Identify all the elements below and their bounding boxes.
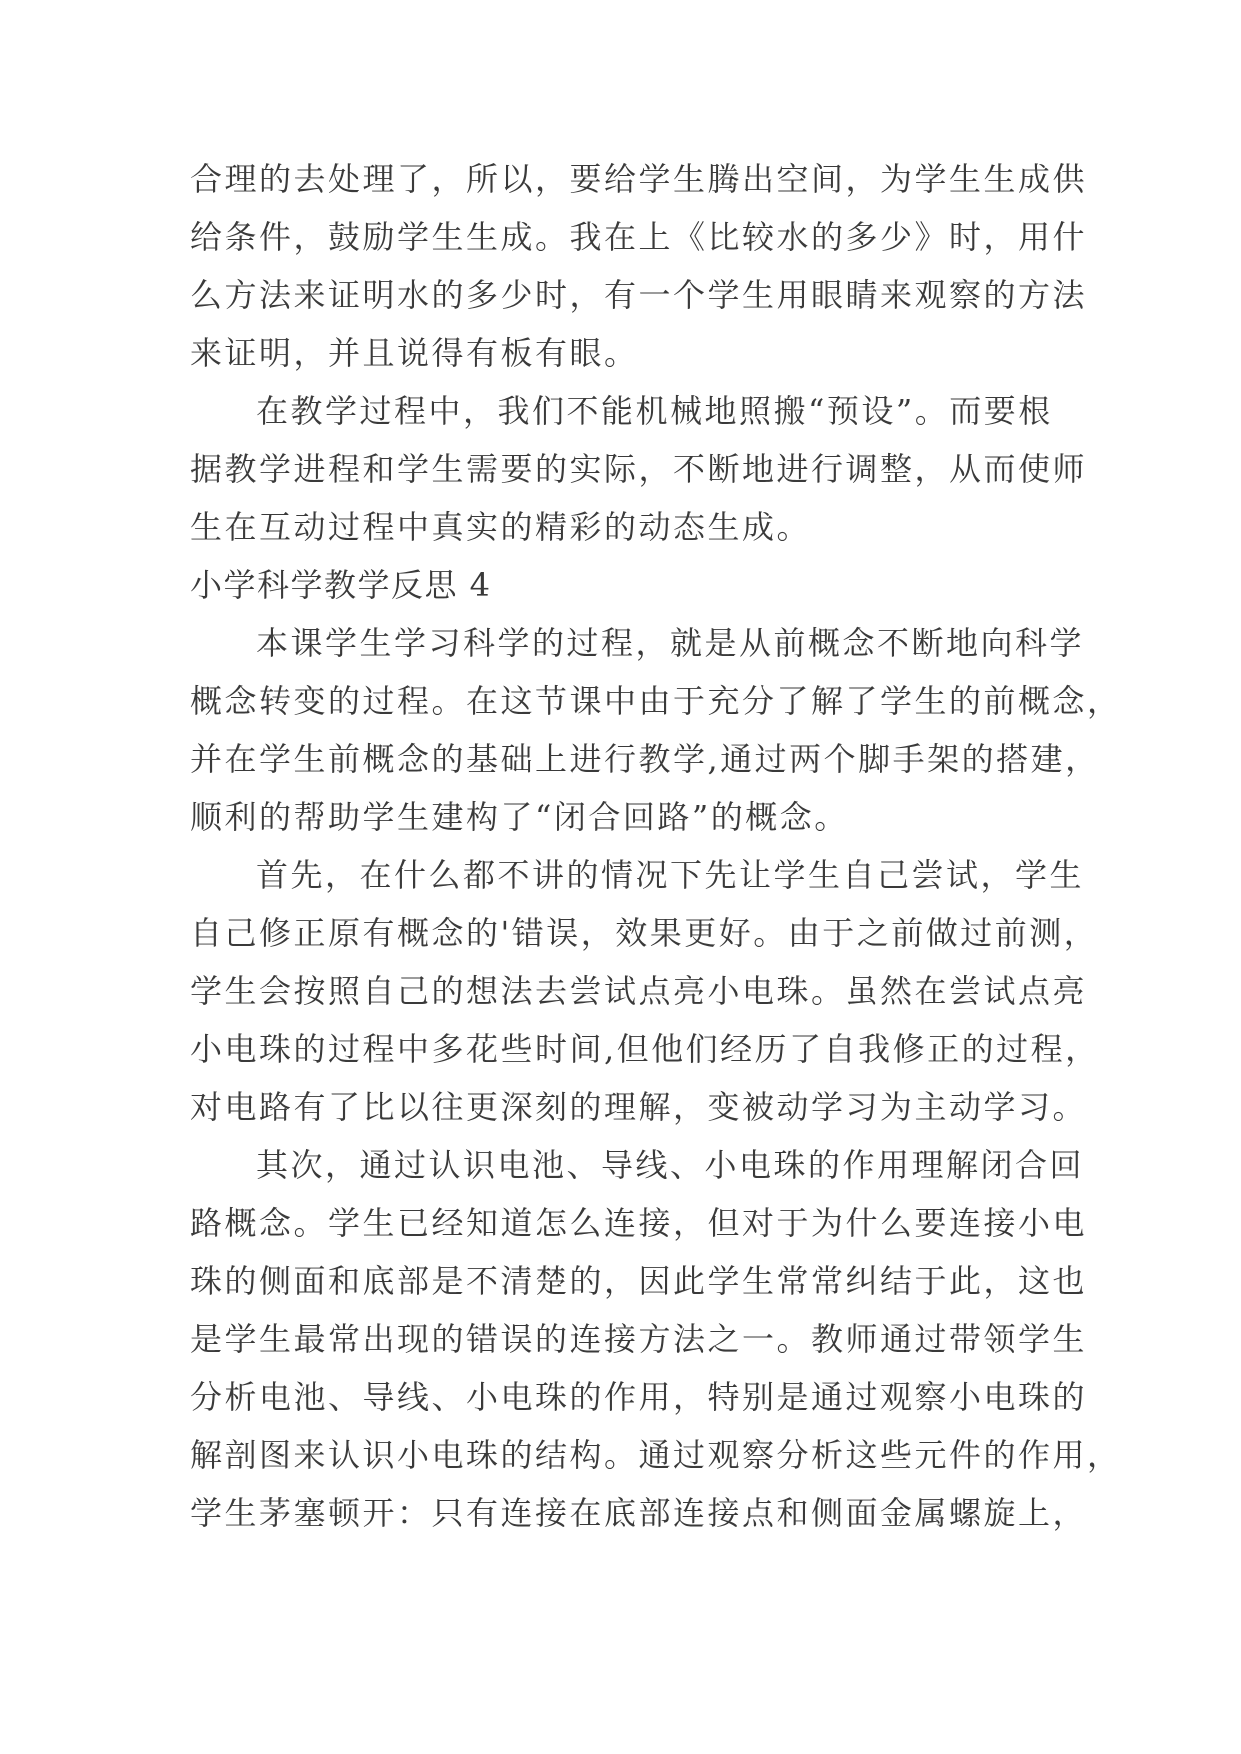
section-heading: 小学科学教学反思 4: [190, 566, 492, 604]
text-line: 对电路有了比以往更深刻的理解，变被动学习为主动学习。: [190, 1088, 1088, 1126]
text-line: 生在互动过程中真实的精彩的动态生成。: [190, 508, 812, 546]
text-line: 来证明，并且说得有板有眼。: [190, 334, 639, 372]
paragraph-first-line: 本课学生学习科学的过程，就是从前概念不断地向科学: [256, 624, 1085, 662]
text-line: 据教学进程和学生需要的实际，不断地进行调整，从而使师: [190, 450, 1088, 488]
text-line: 小电珠的过程中多花些时间,但他们经历了自我修正的过程，: [190, 1030, 1100, 1068]
paragraph-first-line: 在教学过程中，我们不能机械地照搬“预设”。而要根: [256, 392, 1053, 430]
text-line: 学生会按照自己的想法去尝试点亮小电珠。虽然在尝试点亮: [190, 972, 1088, 1010]
text-line: 是学生最常出现的错误的连接方法之一。教师通过带领学生: [190, 1320, 1088, 1358]
text-line: 合理的去处理了，所以，要给学生腾出空间，为学生生成供: [190, 160, 1088, 198]
text-line: 珠的侧面和底部是不清楚的，因此学生常常纠结于此，这也: [190, 1262, 1088, 1300]
document-body: [190, 150, 1122, 1542]
text-line: 顺利的帮助学生建构了“闭合回路”的概念。: [190, 798, 849, 836]
paragraph-first-line: 其次，通过认识电池、导线、小电珠的作用理解闭合回: [256, 1146, 1085, 1184]
text-line: 学生茅塞顿开：只有连接在底部连接点和侧面金属螺旋上，: [190, 1494, 1088, 1532]
text-line: 么方法来证明水的多少时，有一个学生用眼睛来观察的方法: [190, 276, 1088, 314]
text-line: 自己修正原有概念的'错误，效果更好。由于之前做过前测，: [190, 914, 1099, 952]
text-line: 概念转变的过程。在这节课中由于充分了解了学生的前概念，: [190, 682, 1122, 720]
text-line: 路概念。学生已经知道怎么连接，但对于为什么要连接小电: [190, 1204, 1088, 1242]
text-line: 分析电池、导线、小电珠的作用，特别是通过观察小电珠的: [190, 1378, 1088, 1416]
paragraph-first-line: 首先，在什么都不讲的情况下先让学生自己尝试，学生: [256, 856, 1085, 894]
text-line: 解剖图来认识小电珠的结构。通过观察分析这些元件的作用，: [190, 1436, 1122, 1474]
text-line: 给条件，鼓励学生生成。我在上《比较水的多少》时，用什: [190, 218, 1088, 256]
text-line: 并在学生前概念的基础上进行教学,通过两个脚手架的搭建，: [190, 740, 1100, 778]
